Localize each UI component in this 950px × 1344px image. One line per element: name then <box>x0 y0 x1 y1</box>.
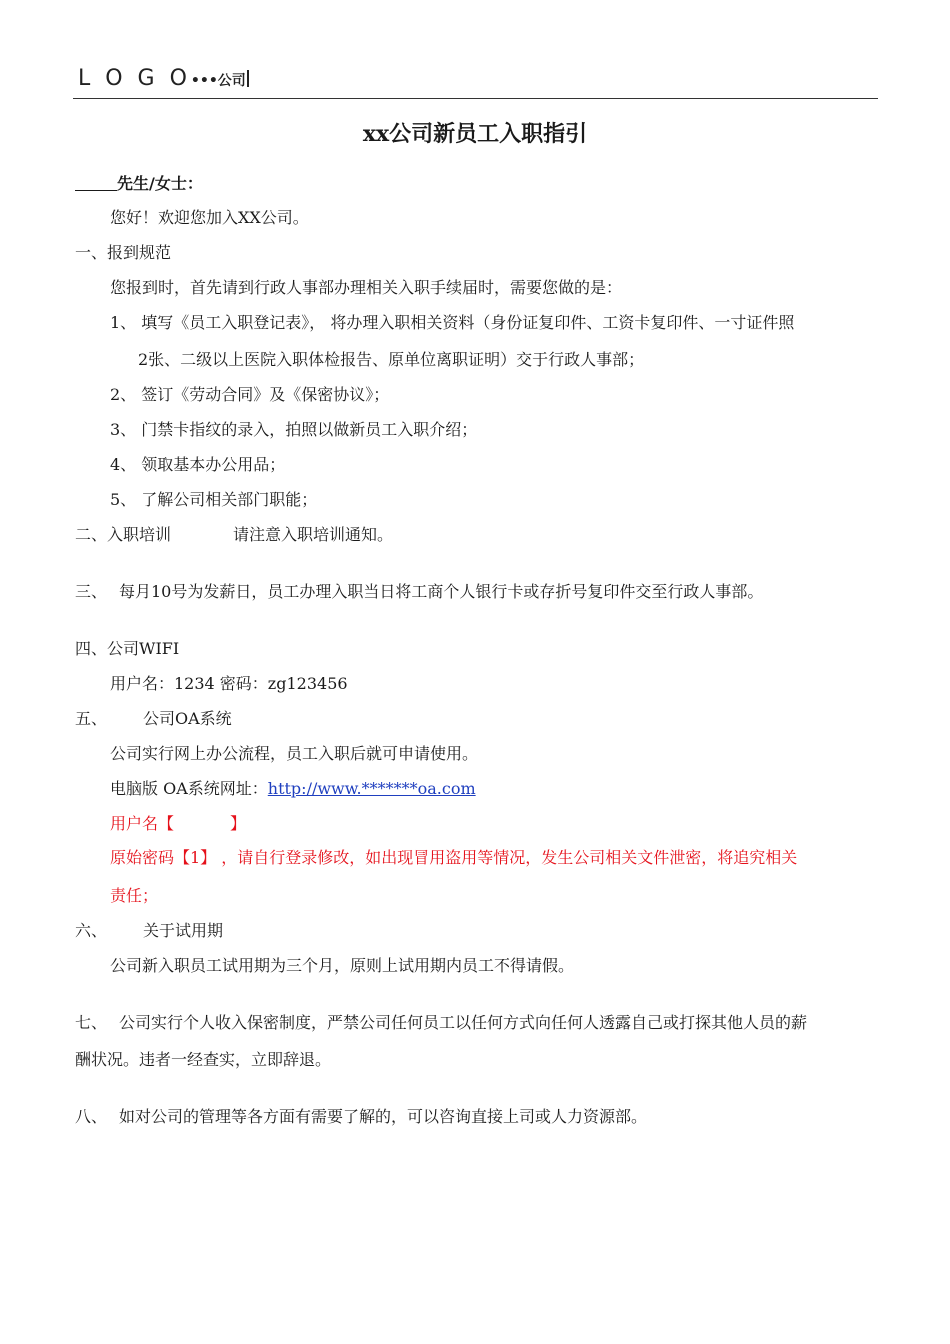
section-8-number: 八、 <box>75 1107 108 1126</box>
company-logo <box>78 66 249 91</box>
list-item-text: 签订《劳动合同》及《保密协议》； <box>141 385 390 404</box>
list-item-number: 4、 <box>110 455 137 474</box>
oa-url-label: 电脑版 OA系统网址： <box>110 779 268 798</box>
list-item <box>110 455 285 475</box>
header-rule <box>73 98 878 99</box>
list-item <box>110 420 477 440</box>
name-blank <box>75 175 117 191</box>
list-item-text: 领取基本办公用品； <box>141 455 286 474</box>
list-item-number: 3、 <box>110 420 137 439</box>
logo-company: 公司 <box>217 73 246 89</box>
list-item-text: 了解公司相关部门职能； <box>141 490 318 509</box>
greeting-salutation <box>75 174 203 194</box>
logo-text: L O G O <box>78 66 191 91</box>
section-5-number: 五、 <box>75 709 108 728</box>
section-2-note: 请注意入职培训通知。 <box>233 525 394 544</box>
section-3-text: 每月10号为发薪日，员工办理入职当日将工商个人银行卡或存折号复印件交至行政人事部。 <box>119 582 764 601</box>
section-2-heading <box>75 525 171 545</box>
section-6-number: 六、 <box>75 921 108 940</box>
wifi-credentials: 用户名：1234 密码：zg123456 <box>110 674 348 693</box>
oa-password-notice: 原始密码【1】 ，请自行登录修改，如出现冒用盗用等情况，发生公司相关文件泄密，将追究相关 <box>110 848 798 867</box>
logo-bar <box>247 70 249 87</box>
section-1-intro: 您报到时，首先请到行政人事部办理相关入职手续届时，需要您做的是： <box>110 278 623 297</box>
section-1-heading <box>75 243 171 263</box>
list-item <box>110 385 389 405</box>
section-4-heading <box>75 639 179 659</box>
section-6-text: 公司新入职员工试用期为三个月，原则上试用期内员工不得请假。 <box>110 956 575 975</box>
section-2-number: 二、 <box>75 525 108 544</box>
section-6-title: 关于试用期 <box>143 921 224 940</box>
section-8-text: 如对公司的管理等各方面有需要了解的，可以咨询直接上司或人力资源部。 <box>119 1107 648 1126</box>
section-7-text: 公司实行个人收入保密制度，严禁公司任何员工以任何方式向任何人透露自己或打探其他人员的薪 <box>119 1013 808 1032</box>
section-7-number: 七、 <box>75 1013 108 1032</box>
welcome-text: 您好！欢迎您加入XX公司。 <box>110 208 309 227</box>
list-item-continuation: 2张、二级以上医院入职体检报告、原单位离职证明）交于行政人事部； <box>138 350 645 369</box>
oa-url-link[interactable]: http://www.*******oa.com <box>267 779 476 798</box>
list-item-number: 1、 <box>110 313 137 332</box>
oa-username-label: 用户名【 <box>110 814 175 833</box>
list-item <box>110 490 317 510</box>
oa-password-notice-cont: 责任； <box>110 886 159 905</box>
oa-username-close: 】 <box>230 814 247 833</box>
section-7-text-cont: 酬状况。违者一经查实，立即辞退。 <box>75 1050 332 1069</box>
oa-url-line <box>110 779 476 799</box>
section-3-number: 三、 <box>75 582 108 601</box>
page-title: xx公司新员工入职指引 <box>362 121 588 147</box>
list-item <box>110 313 794 333</box>
section-1-number: 一、 <box>75 243 108 262</box>
oa-description: 公司实行网上办公流程，员工入职后就可申请使用。 <box>110 744 479 763</box>
list-item-number: 5、 <box>110 490 137 509</box>
section-1-title: 报到规范 <box>107 243 172 262</box>
list-item-text: 门禁卡指纹的录入，拍照以做新员工入职介绍； <box>141 420 478 439</box>
section-4-title: 公司WIFI <box>107 639 180 658</box>
oa-username-line <box>110 814 246 834</box>
list-item-number: 2、 <box>110 385 137 404</box>
section-2-title: 入职培训 <box>107 525 172 544</box>
logo-dots: ••• <box>190 73 218 89</box>
section-5-title: 公司OA系统 <box>143 709 232 728</box>
salutation-text: 先生/女士： <box>117 174 203 193</box>
list-item-text: 填写《员工入职登记表》， 将办理入职相关资料（身份证复印件、工资卡复印件、一寸证件照 <box>141 313 795 332</box>
section-4-number: 四、 <box>75 639 108 658</box>
